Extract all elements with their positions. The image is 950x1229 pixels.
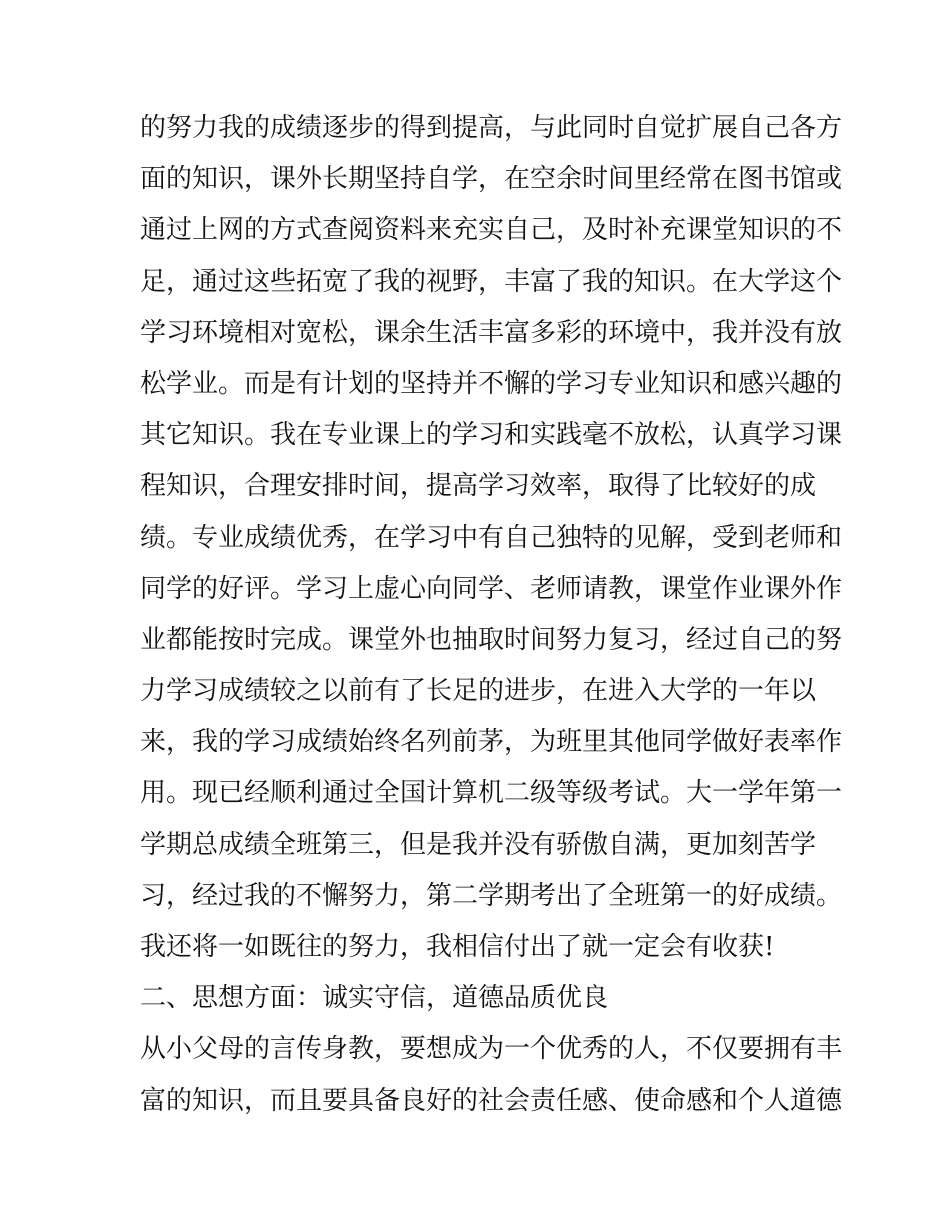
text-line: 的努力我的成绩逐步的得到提高，与此同时自觉扩展自己各方 <box>140 113 843 143</box>
text-line: 学习环境相对宽松，课余生活丰富多彩的环境中，我并没有放 <box>140 317 843 348</box>
text-line: 力学习成绩较之以前有了长足的进步，在进入大学的一年以 <box>140 676 817 707</box>
text-line: 学期总成绩全班第三，但是我并没有骄傲自满，更加刻苦学 <box>140 829 817 860</box>
text-line: 通过上网的方式查阅资料来充实自己，及时补充课堂知识的不 <box>140 215 843 246</box>
text-line: 绩。专业成绩优秀，在学习中有自己独特的见解，受到老师和 <box>140 522 843 553</box>
text-line: 同学的好评。学习上虚心向同学、老师请教，课堂作业课外作 <box>140 573 843 604</box>
text-line: 从小父母的言传身教，要想成为一个优秀的人，不仅要拥有丰 <box>140 1034 843 1065</box>
text-line: 面的知识，课外长期坚持自学，在空余时间里经常在图书馆或 <box>140 164 843 195</box>
text-line: 程知识，合理安排时间，提高学习效率，取得了比较好的成 <box>140 471 817 502</box>
text-line: 来，我的学习成绩始终名列前茅，为班里其他同学做好表率作 <box>140 727 843 758</box>
text-line: 富的知识，而且要具备良好的社会责任感、使命感和个人道德 <box>140 1085 843 1116</box>
text-line: 其它知识。我在专业课上的学习和实践毫不放松，认真学习课 <box>140 420 843 451</box>
text-line: 用。现已经顺利通过全国计算机二级等级考试。大一学年第一 <box>140 778 843 809</box>
document-body <box>140 103 843 1127</box>
text-line: 松学业。而是有计划的坚持并不懈的学习专业知识和感兴趣的 <box>140 368 843 399</box>
text-line: 习，经过我的不懈努力，第二学期考出了全班第一的好成绩。 <box>140 880 843 911</box>
text-line: 业都能按时完成。课堂外也抽取时间努力复习，经过自己的努 <box>140 624 843 655</box>
section-heading: 二、思想方面：诚实守信，道德品质优良 <box>140 983 609 1014</box>
text-line: 足，通过这些拓宽了我的视野，丰富了我的知识。在大学这个 <box>140 266 843 297</box>
text-line: 我还将一如既往的努力，我相信付出了就一定会有收获! <box>140 932 775 962</box>
